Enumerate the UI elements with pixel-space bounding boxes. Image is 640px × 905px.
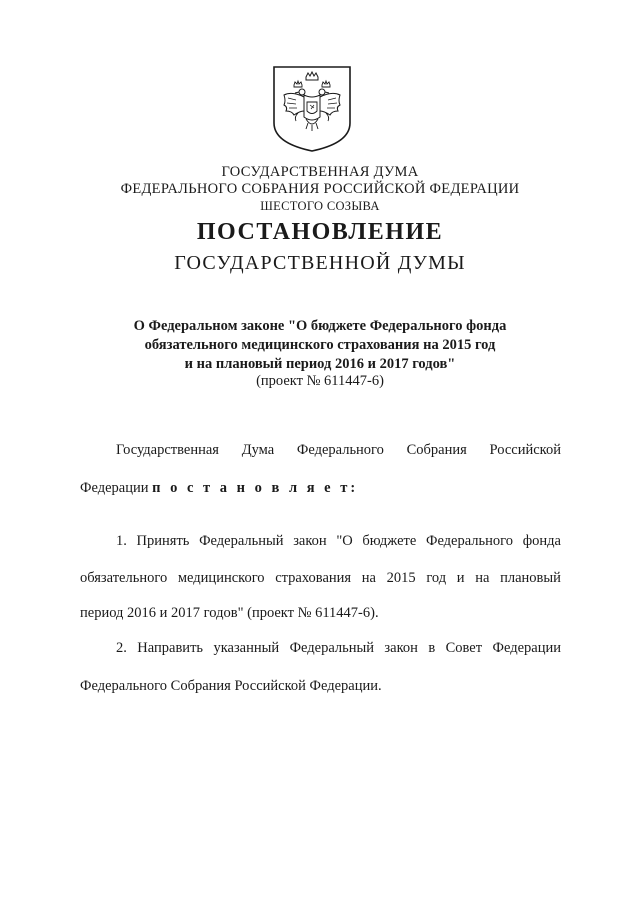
word: обязательного (80, 570, 168, 586)
word: Принять (136, 533, 190, 549)
word: Федерации (492, 640, 561, 656)
word: плановый (500, 570, 561, 586)
word: 1. (116, 533, 127, 549)
word: год (426, 570, 447, 586)
header-line-1: ГОСУДАРСТВЕННАЯ ДУМА (221, 164, 419, 180)
word: 2. (116, 640, 127, 656)
item-2-line-1 (116, 638, 561, 658)
word: Собрания (406, 442, 467, 458)
word: закон (293, 533, 327, 549)
header-line-2: ФЕДЕРАЛЬНОГО СОБРАНИЯ РОССИЙСКОЙ ФЕДЕРАЦИИ (120, 181, 520, 197)
item-1-line-2 (80, 568, 561, 588)
word: и (456, 570, 465, 586)
word: закон (384, 640, 418, 656)
item-1-line-3: период 2016 и 2017 годов" (проект № 611447-6). (80, 605, 379, 621)
word: бюджете (362, 533, 417, 549)
law-title-line-1: О Федеральном законе "О бюджете Федерального фонда (133, 318, 507, 334)
word: Федеральный (199, 533, 284, 549)
word: Совет (445, 640, 483, 656)
word: Федерального (425, 533, 514, 549)
word: страхования (275, 570, 352, 586)
law-title-line-3: и на плановый период 2016 и 2017 годов" (184, 356, 456, 372)
word: "О (336, 533, 353, 549)
word: на (361, 570, 376, 586)
word: указанный (213, 640, 280, 656)
word: Направить (137, 640, 204, 656)
coat-of-arms-icon (272, 65, 352, 153)
word: Федерации (80, 480, 149, 496)
word: в (428, 640, 436, 656)
word: 2015 (386, 570, 416, 586)
resolves-emphasis: п о с т а н о в л я е т: (152, 480, 359, 496)
word: Государственная (116, 442, 219, 458)
word: фонда (522, 533, 561, 549)
law-title-line-2: обязательного медицинского страхования на 2015 год (144, 337, 496, 353)
word: Федерального (296, 442, 384, 458)
document-subtitle: ГОСУДАРСТВЕННОЙ ДУМЫ (174, 252, 466, 274)
item-2-line-2: Федерального Собрания Российской Федерации. (80, 678, 382, 694)
word: медицинского (177, 570, 265, 586)
word: Дума (241, 442, 275, 458)
document-title: ПОСТАНОВЛЕНИЕ (196, 219, 444, 245)
word: Российской (489, 442, 561, 458)
word: Федеральный (289, 640, 374, 656)
preamble-line-2 (80, 478, 561, 498)
header-line-3: ШЕСТОГО СОЗЫВА (260, 199, 380, 213)
word: на (475, 570, 490, 586)
preamble-line-1 (116, 440, 561, 460)
item-1-line-1 (116, 531, 561, 551)
project-number: (проект № 611447-6) (256, 373, 384, 389)
